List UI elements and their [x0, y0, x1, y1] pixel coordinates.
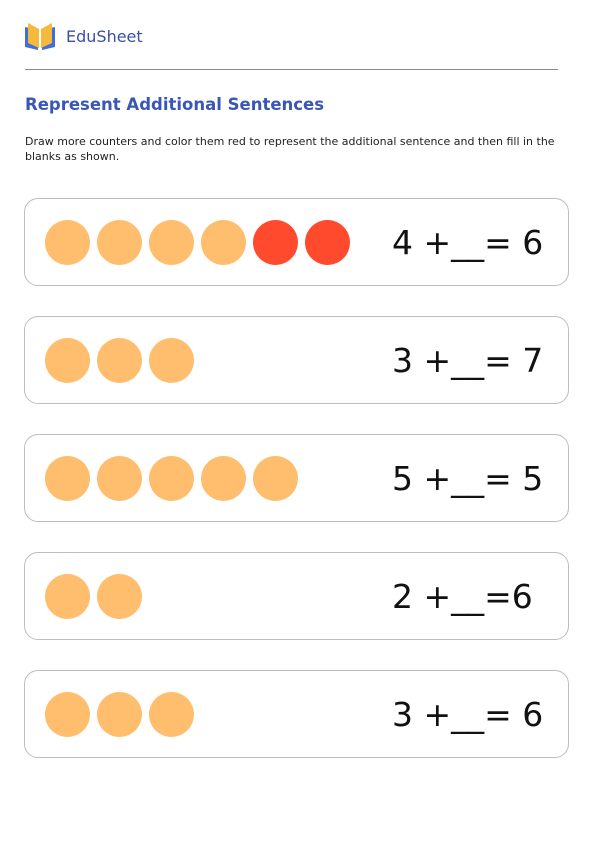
open-book-icon — [24, 20, 56, 52]
counter-orange — [201, 456, 246, 501]
exercise-row-1 — [24, 198, 569, 286]
counter-group — [45, 574, 142, 619]
counter-orange — [97, 338, 142, 383]
header-divider — [25, 69, 558, 70]
counter-orange — [149, 338, 194, 383]
equation[interactable]: 3 +__= 6 — [392, 695, 544, 734]
counter-group — [45, 456, 298, 501]
counter-orange — [253, 456, 298, 501]
exercise-row-4 — [24, 552, 569, 640]
counter-orange — [97, 220, 142, 265]
counter-orange — [45, 338, 90, 383]
page-title: Represent Additional Sentences — [25, 95, 325, 114]
counter-orange — [149, 220, 194, 265]
counter-orange — [97, 692, 142, 737]
counter-orange — [45, 692, 90, 737]
instructions: Draw more counters and color them red to represent the additional sentence and then fill in the blanks as shown. — [25, 135, 555, 163]
counter-group — [45, 220, 350, 265]
counter-group — [45, 692, 194, 737]
equation[interactable]: 2 +__=6 — [392, 577, 533, 616]
counter-orange — [45, 574, 90, 619]
exercise-row-3 — [24, 434, 569, 522]
counter-orange — [149, 456, 194, 501]
counter-orange — [97, 456, 142, 501]
counter-orange — [149, 692, 194, 737]
header — [24, 20, 143, 52]
counter-group — [45, 338, 194, 383]
equation[interactable]: 4 +__= 6 — [392, 223, 544, 262]
counter-orange — [97, 574, 142, 619]
equation[interactable]: 5 +__= 5 — [392, 459, 544, 498]
counter-orange — [45, 456, 90, 501]
counter-red — [305, 220, 350, 265]
exercise-row-5 — [24, 670, 569, 758]
counter-red — [253, 220, 298, 265]
equation[interactable]: 3 +__= 7 — [392, 341, 544, 380]
brand-name: EduSheet — [66, 26, 143, 46]
counter-orange — [45, 220, 90, 265]
counter-orange — [201, 220, 246, 265]
exercise-row-2 — [24, 316, 569, 404]
